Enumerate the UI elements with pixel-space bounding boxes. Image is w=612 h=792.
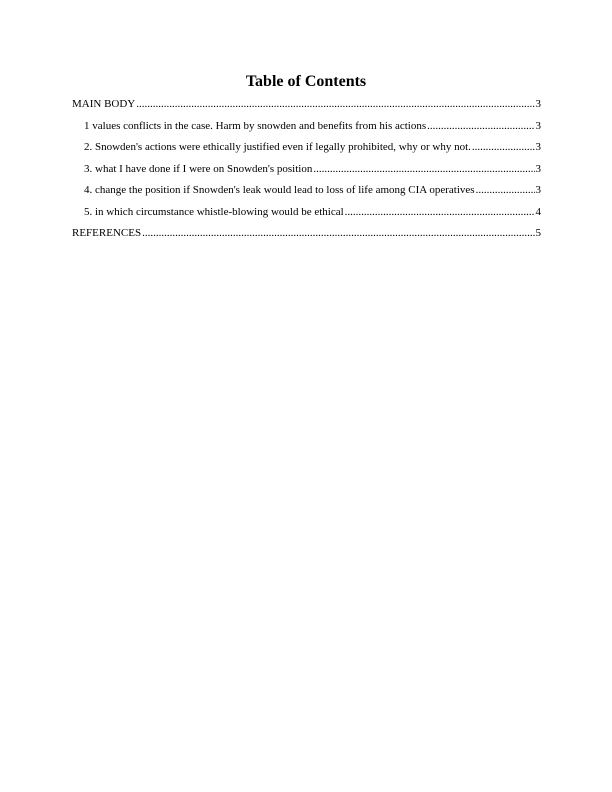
toc-entry-whistle-blowing[interactable]	[72, 206, 541, 219]
toc-entry-page: 3	[535, 98, 541, 110]
toc-dot-leader	[427, 120, 534, 133]
toc-entry-text: MAIN BODY	[72, 98, 136, 110]
toc-list	[72, 98, 541, 249]
toc-entry-text: 1 values conflicts in the case. Harm by snowden and benefits from his actions	[84, 119, 427, 132]
toc-dot-leader	[345, 206, 535, 219]
toc-entry-page: 3	[535, 119, 541, 132]
toc-entry-change-position[interactable]	[72, 184, 541, 197]
toc-entry-page: 4	[535, 205, 541, 218]
toc-entry-page: 3	[535, 162, 541, 175]
toc-entry-text: 5. in which circumstance whistle-blowing would be ethical	[84, 205, 344, 218]
toc-dot-leader	[142, 227, 534, 240]
toc-entry-page: 3	[535, 141, 541, 153]
toc-dot-leader	[136, 98, 534, 111]
toc-entry-text: REFERENCES	[72, 227, 142, 239]
toc-entry-references[interactable]	[72, 227, 541, 240]
toc-entry-page: 3	[535, 184, 541, 196]
toc-entry-snowden-position[interactable]	[72, 163, 541, 176]
toc-entry-page: 5	[535, 227, 541, 239]
toc-dot-leader	[472, 141, 535, 154]
toc-entry-text: 2. Snowden's actions were ethically justified even if legally prohibited, why or why not.	[84, 141, 471, 153]
toc-entry-values-conflicts[interactable]	[72, 120, 541, 133]
toc-entry-main-body[interactable]	[72, 98, 541, 111]
toc-dot-leader	[476, 184, 535, 197]
toc-title: Table of Contents	[245, 73, 367, 90]
toc-entry-text: 3. what I have done if I were on Snowden's position	[84, 162, 313, 175]
toc-entry-text: 4. change the position if Snowden's leak would lead to loss of life among CIA operatives	[84, 184, 475, 196]
toc-entry-ethically-justified[interactable]	[72, 141, 541, 154]
toc-dot-leader	[313, 163, 534, 176]
